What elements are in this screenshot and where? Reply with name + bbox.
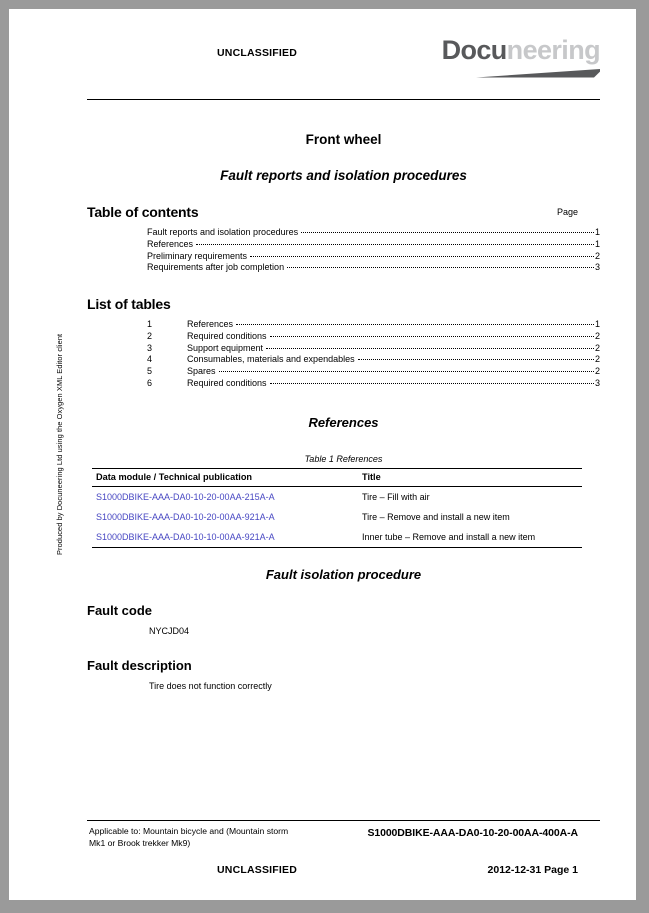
data-module-link[interactable]: S1000DBIKE-AAA-DA0-10-20-00AA-215A-A [96, 492, 275, 502]
column-header-data-module: Data module / Technical publication [92, 469, 358, 487]
toc-entry[interactable] [147, 262, 600, 274]
table-page: 2 [594, 354, 600, 365]
table-page: 3 [594, 377, 600, 388]
footer-page-info: 2012-12-31 Page 1 [487, 864, 578, 876]
toc-page-column-label: Page [556, 207, 578, 217]
toc-entry[interactable] [147, 251, 600, 263]
toc-entry-label: References [147, 238, 194, 249]
table-number: 6 [147, 377, 153, 388]
leader-dots [236, 324, 594, 325]
list-of-tables-entry[interactable] [147, 319, 600, 331]
cell-data-module [92, 487, 358, 508]
leader-dots [270, 383, 594, 384]
table-page: 1 [594, 319, 600, 329]
swoosh-icon [476, 69, 600, 78]
cell-title: Inner tube – Remove and install a new item [358, 527, 582, 548]
cell-data-module [92, 527, 358, 548]
list-of-tables-entry[interactable] [147, 366, 600, 378]
page-subtitle: Fault reports and isolation procedures [220, 168, 467, 183]
brand-logo [435, 35, 600, 81]
cell-data-module [92, 507, 358, 527]
table-row [92, 507, 582, 527]
cell-title: Tire – Remove and install a new item [362, 512, 510, 522]
toc-entry-page: 3 [594, 262, 600, 273]
toc-heading: Table of contents [87, 204, 199, 220]
brand-wordmark-dark: Docu [441, 35, 507, 65]
table-number: 4 [147, 354, 153, 365]
toc-entry-page: 1 [594, 238, 600, 249]
references-table-caption: Table 1 References [304, 454, 383, 464]
table-number: 2 [147, 330, 153, 341]
leader-dots [196, 244, 594, 245]
list-of-tables-entry[interactable] [147, 378, 600, 390]
table-header-row [92, 469, 582, 487]
table-number: 3 [147, 342, 153, 353]
table-page: 2 [594, 342, 600, 353]
footer-divider [87, 820, 600, 821]
fault-code-heading: Fault code [87, 603, 153, 618]
list-of-tables-entry[interactable] [147, 354, 600, 366]
table-number: 5 [147, 366, 153, 377]
list-of-tables-heading: List of tables [87, 296, 171, 312]
table-label: Consumables, materials and expendables [187, 354, 355, 365]
toc-entry-label: Fault reports and isolation procedures [147, 227, 299, 237]
header-divider [87, 99, 600, 100]
leader-dots [250, 256, 594, 257]
document-page [9, 9, 636, 900]
footer-data-module-code: S1000DBIKE-AAA-DA0-10-20-00AA-400A-A [367, 827, 578, 839]
references-section-title: References [308, 415, 379, 430]
table-label: Required conditions [187, 377, 267, 388]
table-row [92, 487, 582, 508]
table-page: 2 [594, 366, 600, 377]
fault-code-value: NYCJD04 [149, 626, 190, 636]
fault-isolation-section-title: Fault isolation procedure [265, 567, 422, 582]
margin-production-note: Produced by Docuneering Ltd using the Oxygen XML Editor client [55, 333, 64, 555]
table-label: Required conditions [187, 330, 267, 341]
header-classification-label: UNCLASSIFIED [217, 47, 297, 59]
table-label: Support equipment [187, 342, 264, 353]
fault-description-heading: Fault description [87, 658, 192, 673]
toc-entry-page: 1 [594, 227, 600, 237]
leader-dots [219, 371, 594, 372]
footer-applicability-note: Applicable to: Mountain bicycle and (Mountain storm Mk1 or Brook trekker Mk9) [89, 826, 289, 848]
page-header [87, 35, 600, 97]
list-of-tables-entry[interactable] [147, 343, 600, 355]
table-label: Spares [187, 366, 216, 377]
data-module-link[interactable]: S1000DBIKE-AAA-DA0-10-20-00AA-921A-A [96, 512, 275, 522]
toc-entry[interactable] [147, 239, 600, 251]
toc-entry-page: 2 [594, 250, 600, 261]
table-row [92, 527, 582, 548]
toc-entry-label: Requirements after job completion [147, 262, 285, 273]
table-label: References [187, 319, 234, 329]
list-of-tables-entry[interactable] [147, 331, 600, 343]
list-of-tables-list [147, 319, 600, 390]
toc-entry-label: Preliminary requirements [147, 250, 248, 261]
toc-entry[interactable] [147, 227, 600, 239]
column-header-title: Title [358, 469, 582, 487]
cell-title: Tire – Fill with air [362, 492, 430, 502]
brand-wordmark [442, 37, 600, 64]
table-page: 2 [594, 330, 600, 341]
fault-description-value: Tire does not function correctly [149, 681, 272, 691]
leader-dots [301, 232, 594, 233]
leader-dots [287, 267, 594, 268]
leader-dots [358, 359, 594, 360]
footer-classification-label: UNCLASSIFIED [217, 864, 297, 876]
leader-dots [270, 336, 594, 337]
leader-dots [266, 348, 594, 349]
toc-list [147, 227, 600, 274]
references-table [92, 468, 582, 548]
table-number: 1 [147, 319, 153, 329]
page-title: Front wheel [305, 132, 382, 147]
data-module-link[interactable]: S1000DBIKE-AAA-DA0-10-10-00AA-921A-A [96, 532, 275, 542]
brand-wordmark-light: neering [506, 35, 600, 65]
